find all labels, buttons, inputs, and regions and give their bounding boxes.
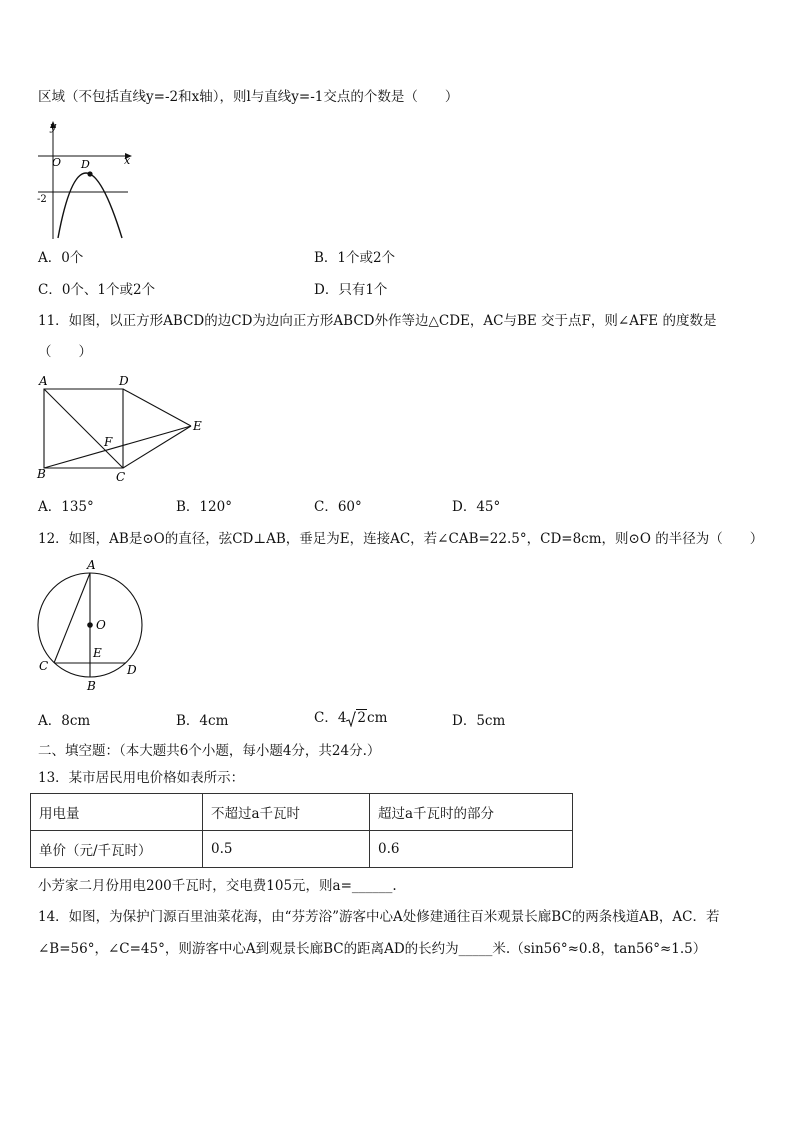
q12-stem: 12．如图，AB是⊙O的直径，弦CD⊥AB，垂足为E，连接AC，若∠CAB=22.5°，CD=8cm，则⊙O 的半径为（ ） [38, 531, 764, 547]
section2-heading: 二、填空题：（本大题共6个小题，每小题4分，共24分.） [38, 743, 381, 759]
q11-a-label: A [39, 374, 48, 388]
q11-c-label: C [116, 470, 126, 484]
q10-d-label: D [81, 158, 90, 171]
q12-e-label: E [93, 646, 102, 660]
table-cell: 单价（元/千瓦时） [31, 831, 203, 868]
q10-option-a[interactable]: A．0个 [38, 250, 84, 266]
sqrt-icon [346, 711, 356, 727]
table-header-cell: 超过a千瓦时的部分 [370, 794, 573, 831]
q10-y-label: y [50, 120, 57, 133]
q13-price-table [30, 793, 573, 868]
q11-option-a[interactable]: A．135° [38, 499, 94, 515]
q11-f-label: F [104, 435, 113, 449]
q11-square-figure [34, 370, 209, 485]
q12-option-c-prefix: C．4 [314, 710, 347, 726]
q11-b-label: B [37, 467, 46, 481]
q10-stem: 区域（不包括直线y=-2和x轴），则l与直线y=-1交点的个数是（ ） [38, 89, 459, 105]
q12-d-label: D [127, 663, 137, 677]
q10-option-c[interactable]: C．0个、1个或2个 [38, 282, 156, 298]
q14-line1: 14．如图，为保护门源百里油菜花海，由“芬芳浴”游客中心A处修建通往百米观景长廊BC的两条栈道AB，AC．若 [38, 909, 720, 925]
q12-option-c[interactable] [314, 709, 387, 727]
q12-o-label: O [96, 618, 106, 632]
q12-option-a[interactable]: A．8cm [38, 713, 91, 729]
q14-line2: ∠B=56°，∠C=45°，则游客中心A到观景长廊BC的距离AD的长约为_____米.（sin56°≈0.8，tan56°≈1.5） [38, 941, 707, 957]
q11-e-label: E [193, 419, 202, 433]
q10-o-label: O [52, 156, 62, 169]
q12-option-b[interactable]: B．4cm [176, 713, 229, 729]
q10-x-label: x [124, 154, 131, 167]
q11-option-d[interactable]: D．45° [452, 499, 501, 515]
q12-b-label: B [87, 679, 96, 693]
q12-circle-figure [34, 556, 144, 696]
table-header-row [31, 794, 573, 831]
q10-option-d[interactable]: D．只有1个 [314, 282, 388, 298]
q13-question-text: 小芳家二月份用电200千瓦时，交电费105元，则a=______. [38, 878, 397, 894]
q12-a-label: A [87, 558, 96, 572]
q10-parabola-figure [34, 118, 144, 240]
q13-stem: 13．某市居民用电价格如表所示： [38, 770, 245, 786]
table-header-cell: 用电量 [31, 794, 203, 831]
q11-option-c[interactable]: C．60° [314, 499, 362, 515]
table-row [31, 831, 573, 868]
q10-option-b[interactable]: B．1个或2个 [314, 250, 396, 266]
q11-d-label: D [119, 374, 129, 388]
table-header-cell: 不超过a千瓦时 [203, 794, 370, 831]
q12-sqrt-radicand: 2 [357, 710, 367, 726]
q11-stem-line1: 11．如图，以正方形ABCD的边CD为边向正方形ABCD外作等边△CDE，AC与BE 交于点F，则∠AFE 的度数是 [38, 313, 717, 329]
table-cell: 0.6 [370, 831, 573, 868]
table-cell: 0.5 [203, 831, 370, 868]
q11-stem-line2: （ ） [38, 344, 92, 360]
q12-sqrt-expression [346, 709, 367, 727]
q12-option-c-suffix: cm [367, 710, 388, 726]
q11-option-b[interactable]: B．120° [176, 499, 232, 515]
q12-c-label: C [39, 659, 49, 673]
q12-option-d[interactable]: D．5cm [452, 713, 506, 729]
q10-minus2-label: -2 [37, 194, 47, 205]
